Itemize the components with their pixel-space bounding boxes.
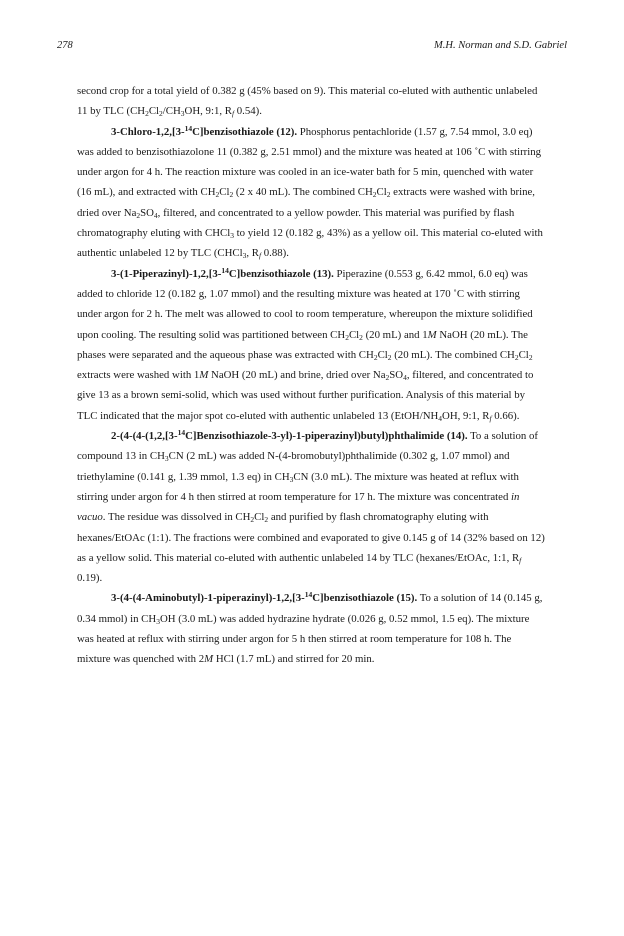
text-run: Cl xyxy=(348,328,360,341)
section-title xyxy=(111,592,417,604)
text-run: CN (2 mL) was added N-(4-bromobutyl)phthalimide (0.302 g, 1.07 mmol) and triethylamine (0.141 g, 1.39 mmol, 1.3 eq) in CH xyxy=(77,450,510,483)
text-run: OH (3.0 mL) was added hydrazine hydrate (0.026 g, 0.52 mmol, 1.5 eq). The mixture was heated at reflux with stirring under argon for 5 h then stirred at room temperature for 108 h. The mixture was quenched with 2 xyxy=(77,612,530,666)
text-run: 0.66). xyxy=(491,409,520,422)
title-text: C]benzisothiazole (15). xyxy=(312,592,418,605)
title-text: 3-(1-Piperazinyl)-1,2,[3- xyxy=(111,267,222,280)
title-text: C]Benzisothiazole-3-yl)-1-piperazinyl)butyl)phthalimide (14). xyxy=(185,430,468,443)
text-run: , filtered, and concentrated to a yellow powder. This material was purified by flash chromatography eluting with CHCl xyxy=(77,206,515,240)
text-run: , R xyxy=(246,247,259,260)
subscript: 3 xyxy=(230,231,234,241)
superscript: 14 xyxy=(304,590,313,600)
section-title xyxy=(111,265,334,280)
text-run: Piperazine (0.553 g, 6.42 mmol, 6.0 eq) was added to chloride 12 (0.182 g, 1.07 mmol) and the resulting mixture was heated at 170 ˚C with stirring under argon for 2 h. The melt was allowed to cool to room temperature, whereupon the mixture solidified upon cooling. The resulting solid was partitioned between CH xyxy=(77,267,533,341)
text-run: Cl xyxy=(254,511,265,524)
text-run: Cl xyxy=(148,105,160,118)
text-run: OH, 9:1, R xyxy=(184,105,232,118)
text-run: 0.19). xyxy=(77,572,103,585)
text-run: , filtered, and concentrated to give 13 as a brown semi-solid, which was used without further purification. Analysis of this material by TLC indicated that the major spot co-eluted with authentic unlabeled 13 (EtOH/NH xyxy=(77,369,534,422)
subscript: 3 xyxy=(164,454,169,464)
subscript: 3 xyxy=(180,109,185,119)
italic-term: in vacuo xyxy=(77,490,520,524)
text-run: Phosphorus pentachloride (1.57 g, 7.54 mmol, 3.0 eq) was added to benzisothiazolone 11 (0.382 g, 2.51 mmol) and the mixture was heated at 106 ˚C with stirring under argon for 4 h. The reaction mixture was cooled in an ice-water bath for 5 min, quenched with water (16 mL), and extracted with CH xyxy=(77,125,542,199)
text-run: NaOH (20 mL) and brine, dried over Na xyxy=(208,369,386,382)
text-run: CN (3.0 mL). The mixture was heated at reflux with stirring under argon for 4 h then stirred at room temperature for 17 h. The mixture was concentrated xyxy=(77,470,519,503)
subscript: 3 xyxy=(156,616,160,626)
subscript: f xyxy=(489,413,492,423)
subscript: 2 xyxy=(159,109,163,119)
subscript: 2 xyxy=(136,210,141,220)
text-run: 0.88). xyxy=(261,247,289,260)
section-title xyxy=(111,123,298,138)
text-run: to yield 12 (0.182 g, 43%) as a yellow oil. This material co-eluted with authentic unlabeled 12 by TLC (CHCl xyxy=(77,227,543,260)
text-run: and purified by flash chromatography eluting with hexanes/EtOAc (1:1). The fractions were combined and evaporated to give 0.145 g of 14 (32% based on 12) as a yellow solid. This material co-eluted with authentic unlabeled 14 by TLC (hexanes/EtOAc, 1:1, R xyxy=(77,511,545,564)
title-text: C]benzisothiazole (13). xyxy=(228,267,334,280)
subscript: 2 xyxy=(385,373,390,383)
text-run: NaOH (20 mL). The phases were separated and the aqueous phase was extracted with CH xyxy=(77,328,528,361)
subscript: 2 xyxy=(229,190,234,200)
text-run: SO xyxy=(389,369,404,382)
subscript: 2 xyxy=(386,190,391,200)
text-run: . The residue was dissolved in CH xyxy=(102,511,251,524)
subscript: 2 xyxy=(359,332,363,342)
superscript: 14 xyxy=(184,123,193,133)
text-run: extracts were washed with 1 xyxy=(77,369,200,382)
subscript: 2 xyxy=(215,190,220,200)
subscript: f xyxy=(231,109,235,119)
subscript: f xyxy=(519,555,522,565)
text-run: To a solution of compound 13 in CH xyxy=(77,430,539,463)
text-run: second crop for a total yield of 0.382 g (45% based on 9). This material co-eluted with authentic xyxy=(77,85,493,97)
italic-unit: M xyxy=(427,328,437,341)
subscript: 2 xyxy=(145,109,149,119)
subscript: 2 xyxy=(514,352,519,362)
text-run: Cl xyxy=(377,348,388,361)
text-run: SO xyxy=(140,206,154,219)
subscript: 2 xyxy=(528,352,533,362)
paragraph-compound-13 xyxy=(77,264,547,426)
text-run: Cl xyxy=(518,348,529,361)
text-run: (2 x 40 mL). The combined CH xyxy=(233,186,373,199)
text-run: (20 mL) and 1 xyxy=(362,328,428,341)
subscript: 2 xyxy=(345,332,349,342)
subscript: 2 xyxy=(373,352,378,362)
subscript: 2 xyxy=(264,515,269,525)
page-number: 278 xyxy=(57,40,73,51)
section-title xyxy=(111,430,468,442)
title-text: 2-(4-(4-(1,2,[3- xyxy=(111,430,178,443)
paragraph-compound-14 xyxy=(77,426,547,588)
running-header-authors: M.H. Norman and S.D. Gabriel xyxy=(434,40,567,51)
subscript: 4 xyxy=(438,413,443,423)
title-text: 3-(4-(4-Aminobutyl)-1-piperazinyl)-1,2,[3- xyxy=(111,592,305,605)
subscript: 3 xyxy=(289,474,294,484)
subscript: 3 xyxy=(242,251,247,261)
subscript: 2 xyxy=(387,352,392,362)
italic-unit: M xyxy=(204,653,214,666)
text-run: Cl xyxy=(219,186,230,199)
text-run: extracts were washed with brine, dried over Na xyxy=(77,186,535,219)
paragraph-compound-12 xyxy=(77,122,547,264)
text-run: HCl (1.7 mL) and stirred for 20 min. xyxy=(213,653,375,666)
subscript: 2 xyxy=(372,190,377,200)
italic-unit: M xyxy=(199,369,209,382)
text-run: 0.54). xyxy=(234,105,262,118)
paragraph-compound-15 xyxy=(77,588,547,669)
text-run: /CH xyxy=(162,105,181,118)
subscript: 4 xyxy=(153,210,158,220)
article-body xyxy=(77,81,547,670)
title-text: C]benzisothiazole (12). xyxy=(192,125,298,138)
text-run: Cl xyxy=(376,186,387,199)
text-run: OH, 9:1, R xyxy=(442,409,490,422)
subscript: 4 xyxy=(403,373,407,383)
text-run: unlabeled 11 by TLC (CH xyxy=(77,85,538,118)
superscript: 14 xyxy=(221,265,229,275)
superscript: 14 xyxy=(177,428,186,438)
paragraph-continuation xyxy=(77,81,547,122)
subscript: f xyxy=(258,251,262,261)
title-text: 3-Chloro-1,2,[3- xyxy=(111,125,185,138)
text-run: (20 mL). The combined CH xyxy=(391,348,515,361)
running-header xyxy=(57,40,567,56)
text-run: To a solution of 14 (0.145 g, 0.34 mmol) in CH xyxy=(77,592,543,625)
subscript: 2 xyxy=(250,515,255,525)
